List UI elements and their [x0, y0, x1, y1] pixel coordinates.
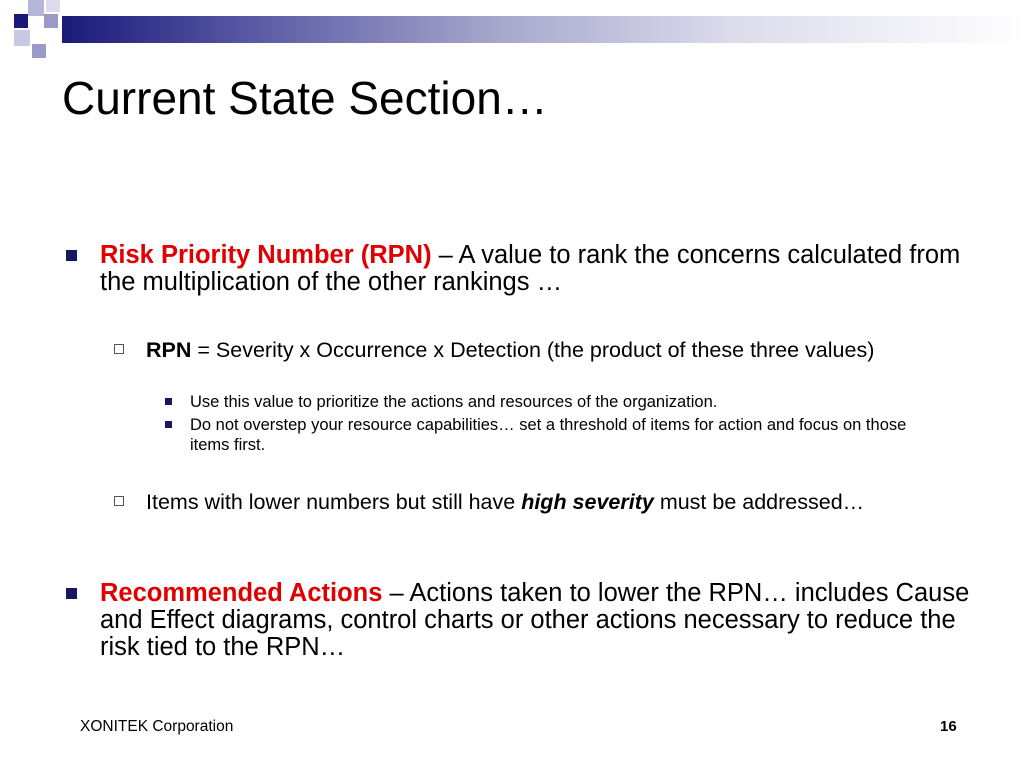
hollow-square-bullet-icon — [114, 344, 124, 354]
detail-bullet-text: Do not overstep your resource capabilities… set a threshold of items for action and focus on those items first. — [190, 416, 907, 454]
sub-bullet-term: RPN — [146, 338, 192, 362]
page-number: 16 — [940, 718, 957, 735]
detail-bullet-text: Use this value to prioritize the actions and resources of the organization. — [190, 393, 718, 411]
sub-bullet-text-after: must be addressed… — [653, 490, 865, 514]
small-square-bullet-icon — [165, 421, 172, 428]
footer-company: XONITEK Corporation — [80, 718, 234, 735]
bullet-text: – A value to rank the concerns calculated from the multiplication of the other rankings … — [100, 241, 961, 296]
bullet-term: Recommended Actions — [100, 579, 383, 607]
sub-bullet-emphasis: high severity — [521, 490, 654, 514]
sub-bullet-rpn-formula — [146, 338, 946, 362]
slide-title: Current State Section… — [62, 72, 548, 124]
bullet-recommended-actions — [100, 580, 970, 661]
square-bullet-icon — [66, 250, 77, 261]
sub-bullet-text-before: Items with lower numbers but still have — [146, 490, 522, 514]
hollow-square-bullet-icon — [114, 496, 124, 506]
sub-bullet-text: = Severity x Occurrence x Detection (the product of these three values) — [191, 338, 875, 362]
detail-bullet-threshold — [190, 415, 940, 455]
small-square-bullet-icon — [165, 398, 172, 405]
square-bullet-icon — [66, 588, 77, 599]
bullet-term: Risk Priority Number (RPN) — [100, 241, 432, 269]
bullet-text: – Actions taken to lower the RPN… includes Cause and Effect diagrams, control charts or other actions necessary to reduce the risk tied to the RPN… — [100, 579, 970, 661]
sub-bullet-high-severity — [146, 490, 946, 514]
detail-bullet-prioritize — [190, 392, 940, 412]
bullet-rpn — [100, 242, 970, 296]
